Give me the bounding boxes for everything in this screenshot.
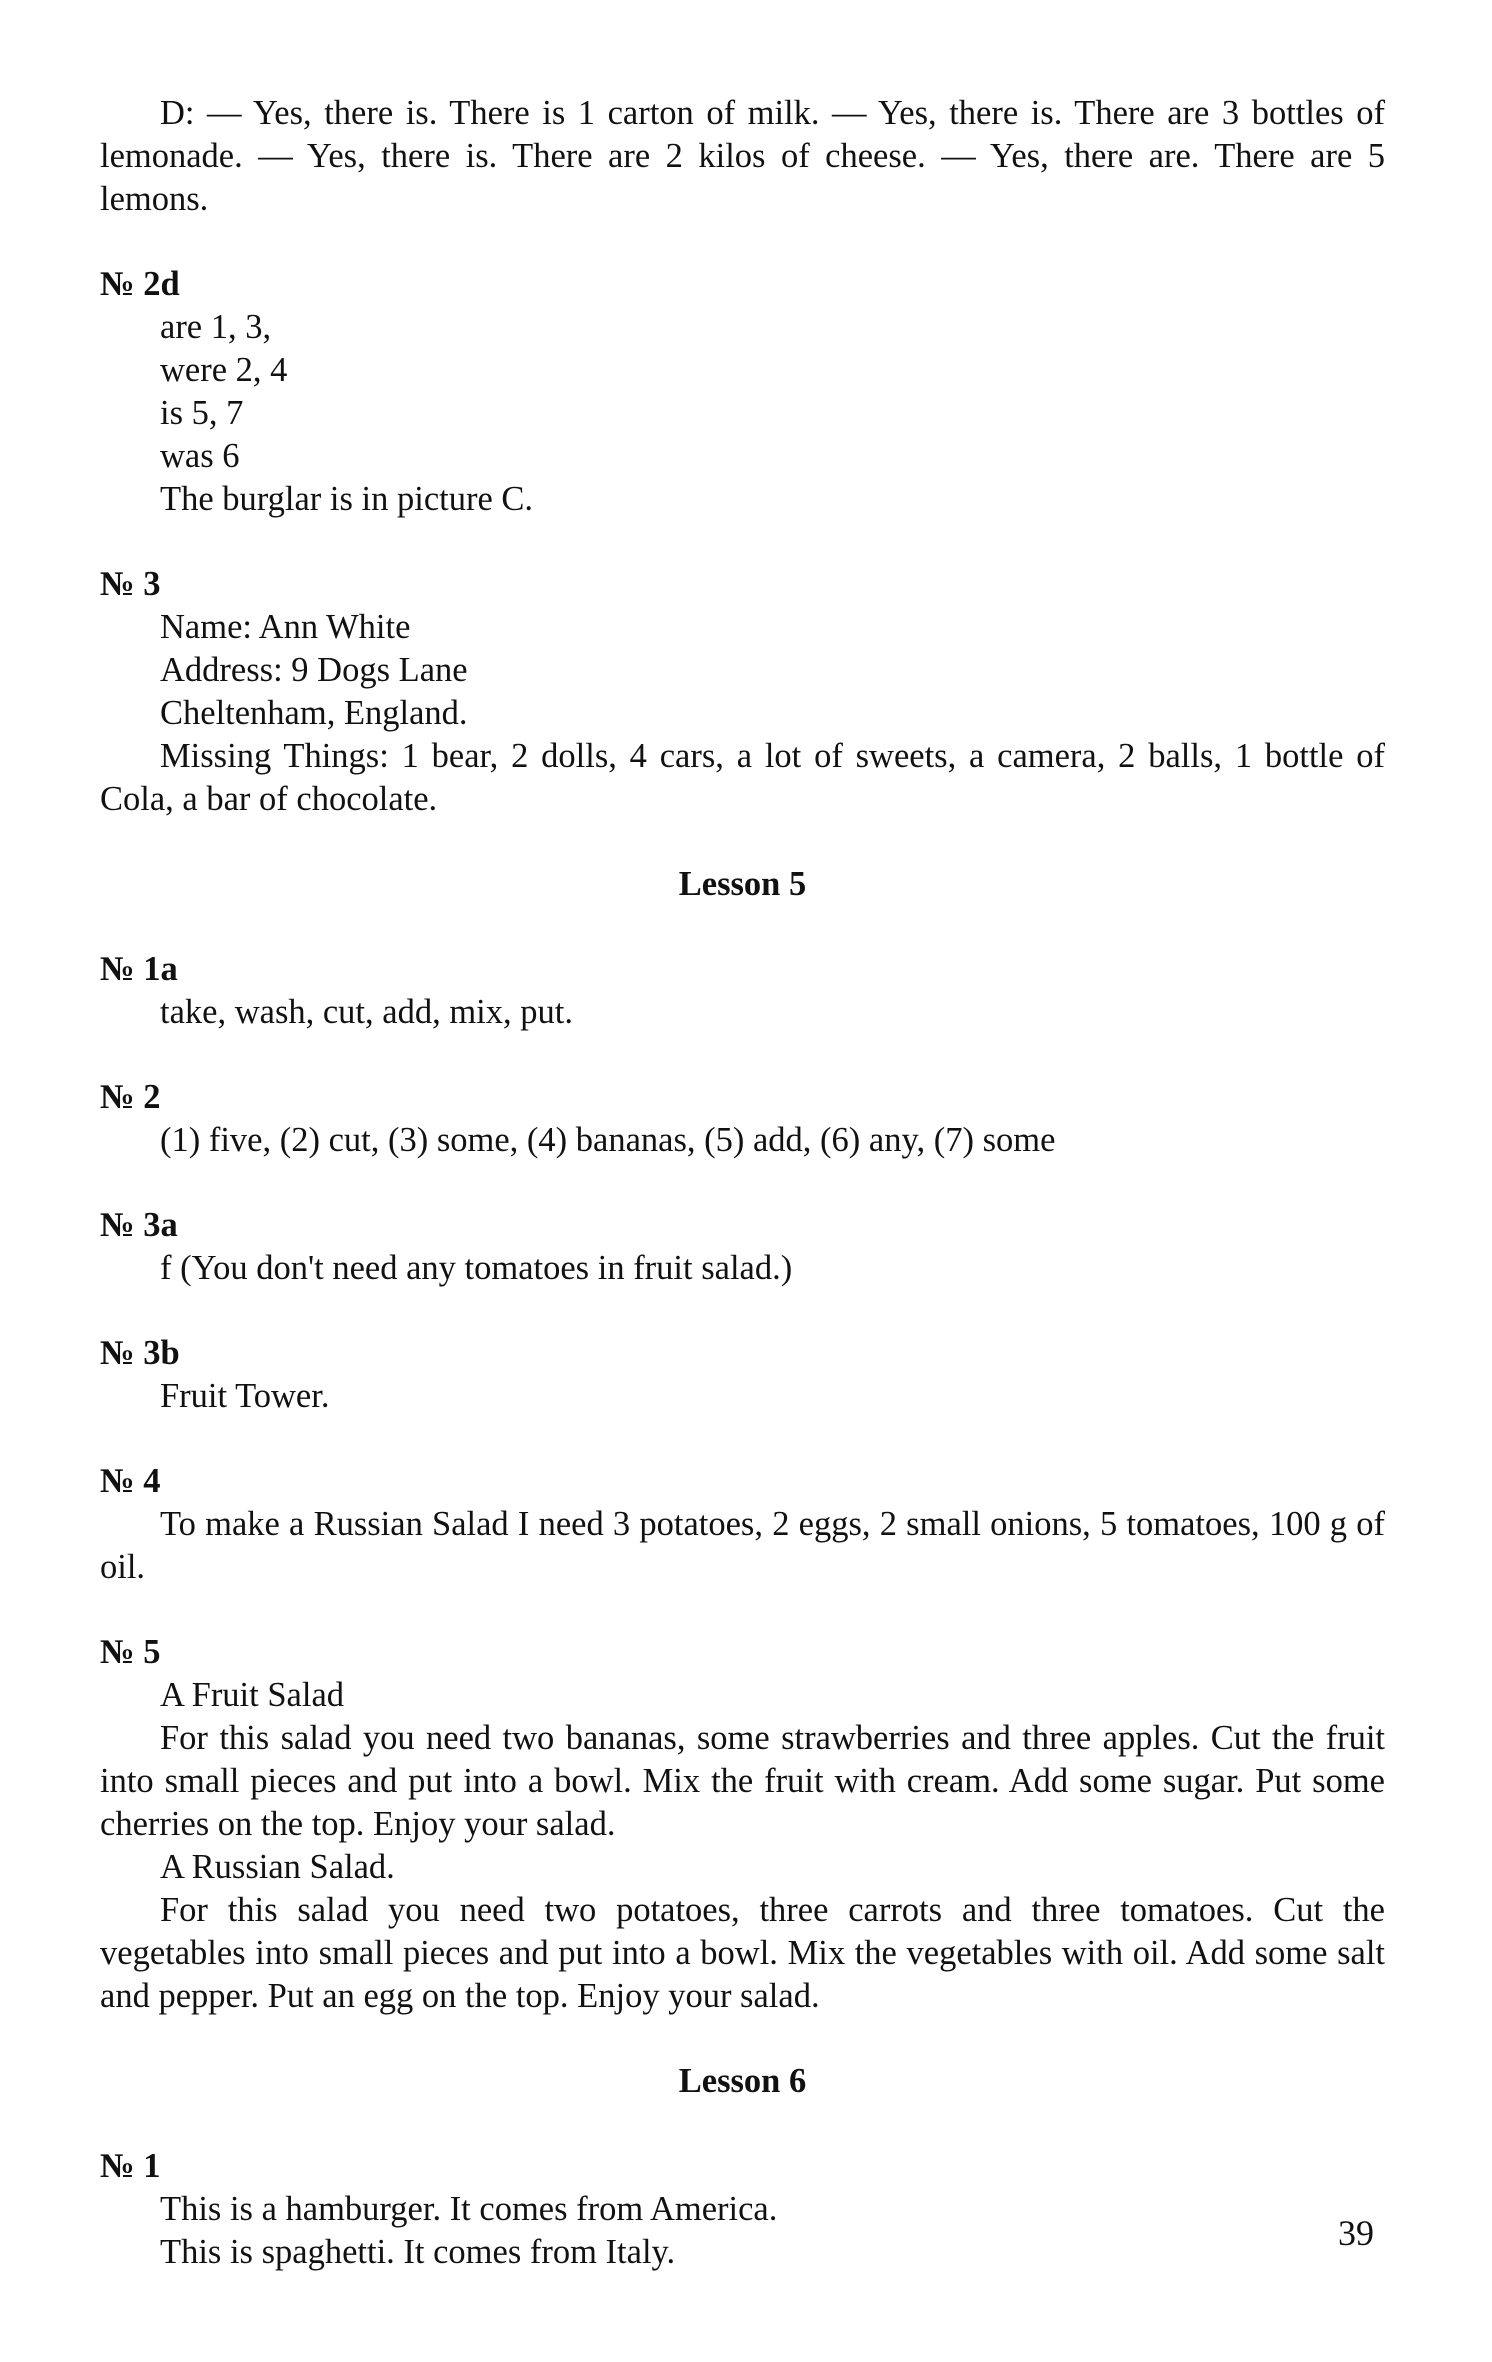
answer-line: The burglar is in picture C. — [160, 480, 534, 518]
exercise-2d — [100, 263, 1385, 521]
page-content — [100, 92, 1385, 2274]
exercise-3 — [100, 563, 1385, 821]
exercise-heading: № 1a — [100, 950, 178, 988]
page-number: 39 — [1338, 2213, 1374, 2253]
answer-line: take, wash, cut, add, mix, put. — [160, 993, 573, 1031]
exercise-heading: № 3b — [100, 1334, 180, 1372]
answer-line: Fruit Tower. — [160, 1377, 330, 1415]
lesson-title: Lesson 5 — [678, 865, 807, 903]
answer-line: was 6 — [160, 437, 240, 475]
exercise-heading: № 4 — [100, 1462, 161, 1500]
intro-paragraph: D: — Yes, there is. There is 1 carton of milk. — Yes, there is. There are 3 bottles of lemonade. — Yes, there is. There are 2 kilos of cheese. — Yes, there are. There are 5 lemons. — [100, 94, 1385, 218]
exercise-heading: № 2d — [100, 265, 180, 303]
recipe-paragraph: For this salad you need two potatoes, three carrots and three tomatoes. Cut the vegetables into small pieces and put into a bowl. Mix the vegetables with oil. Add some salt and pepper. Put an egg on the top. Enjoy your salad. — [100, 1891, 1385, 2015]
lesson-title: Lesson 6 — [678, 2062, 807, 2100]
exercise-3b — [100, 1332, 1385, 1418]
recipe-title: A Russian Salad. — [160, 1848, 395, 1886]
exercise-1 — [100, 2145, 1385, 2274]
exercise-1a — [100, 948, 1385, 1034]
exercise-2 — [100, 1076, 1385, 1162]
exercise-heading: № 3a — [100, 1206, 178, 1244]
answer-line: This is a hamburger. It comes from America. — [160, 2190, 778, 2228]
recipe-paragraph: For this salad you need two bananas, some strawberries and three apples. Cut the fruit into small pieces and put into a bowl. Mix the fruit with cream. Add some sugar. Put some cherries on the top. Enjoy your salad. — [100, 1719, 1385, 1843]
exercise-4 — [100, 1460, 1385, 1589]
address-line: Address: 9 Dogs Lane — [160, 651, 468, 689]
exercise-heading: № 5 — [100, 1633, 161, 1671]
address-line: Cheltenham, England. — [160, 694, 468, 732]
exercise-heading: № 1 — [100, 2147, 161, 2185]
name-line: Name: Ann White — [160, 608, 411, 646]
exercise-3a — [100, 1204, 1385, 1290]
exercise-heading: № 2 — [100, 1078, 161, 1116]
missing-things: Missing Things: 1 bear, 2 dolls, 4 cars, a lot of sweets, a camera, 2 balls, 1 bottle of Cola, a bar of chocolate. — [100, 737, 1385, 818]
answer-line: (1) five, (2) cut, (3) some, (4) bananas, (5) add, (6) any, (7) some — [160, 1121, 1056, 1159]
exercise-5 — [100, 1631, 1385, 2018]
exercise-heading: № 3 — [100, 565, 161, 603]
answer-line: are 1, 3, — [160, 308, 272, 346]
recipe-title: A Fruit Salad — [160, 1676, 345, 1714]
answer-line: is 5, 7 — [160, 394, 244, 432]
answer-paragraph: To make a Russian Salad I need 3 potatoes, 2 eggs, 2 small onions, 5 tomatoes, 100 g of oil. — [100, 1505, 1385, 1586]
answer-line: were 2, 4 — [160, 351, 288, 389]
answer-line: f (You don't need any tomatoes in fruit salad.) — [160, 1249, 793, 1287]
answer-line: This is spaghetti. It comes from Italy. — [160, 2233, 676, 2271]
